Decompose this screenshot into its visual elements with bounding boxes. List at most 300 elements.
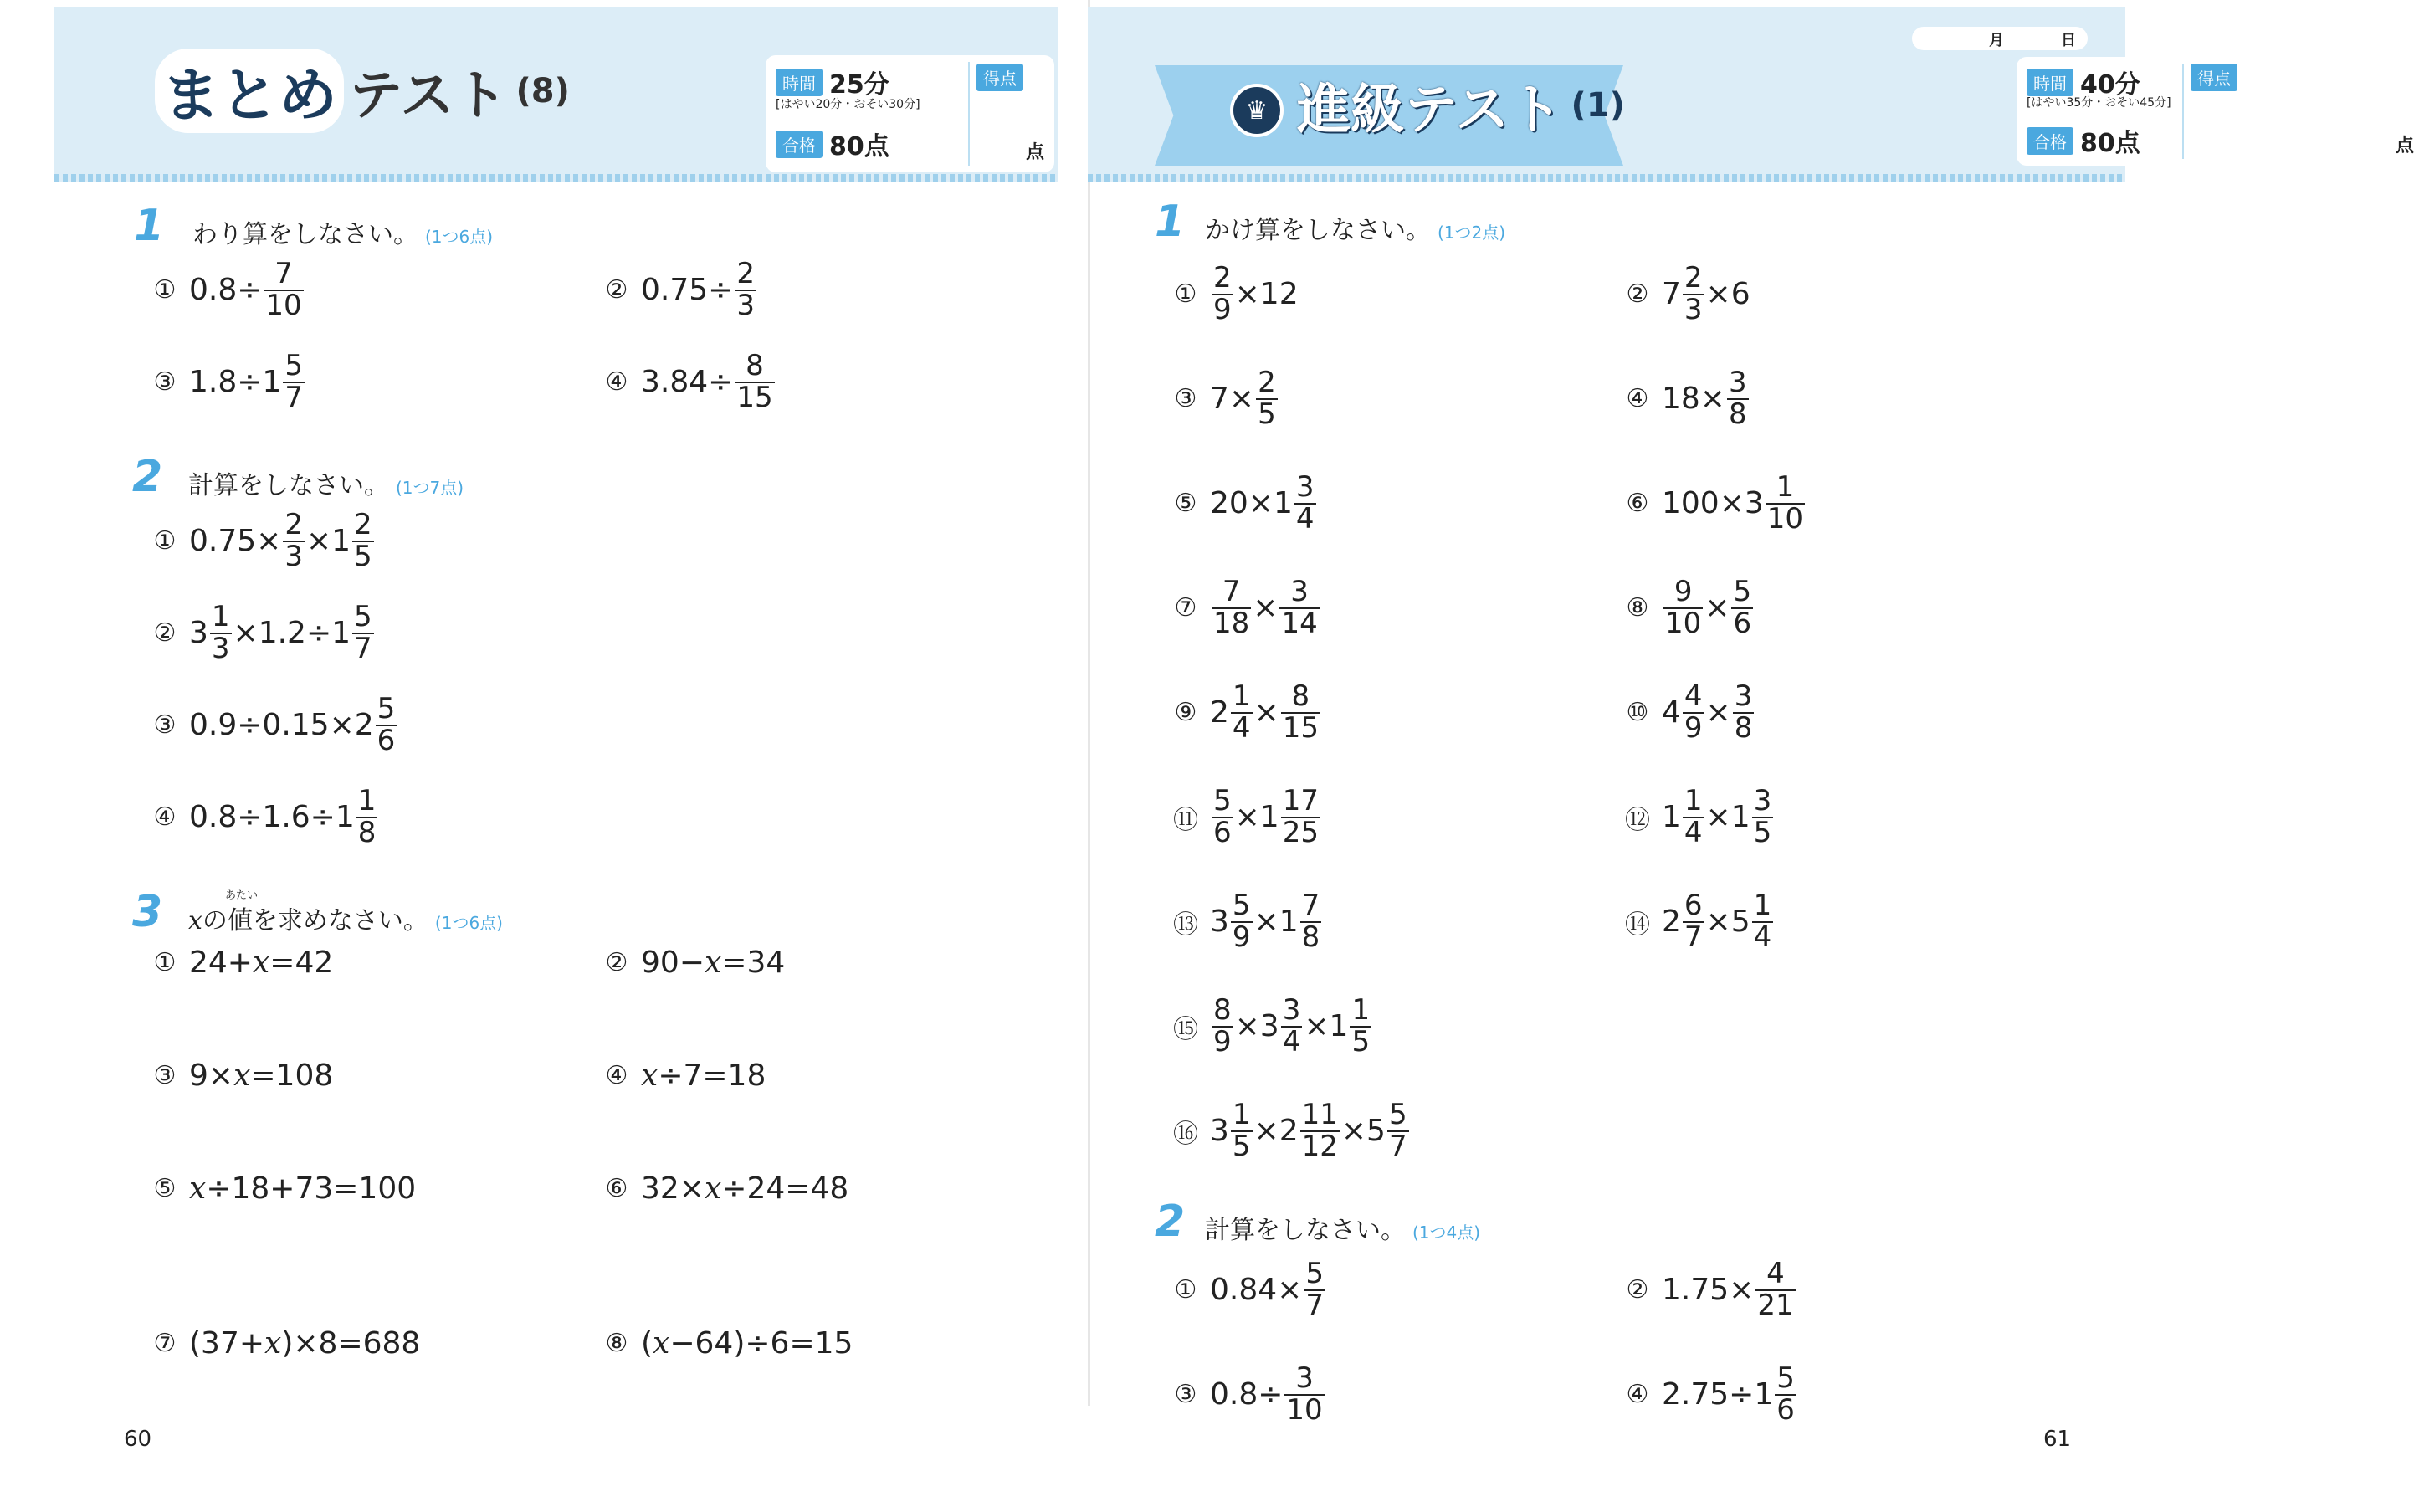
problem	[602, 946, 785, 980]
medal-icon: ♛	[1230, 84, 1284, 137]
problem	[1171, 368, 1279, 429]
denominator: 7	[354, 631, 372, 665]
expr-text: 2	[1210, 695, 1229, 730]
pass-row	[2027, 122, 2140, 159]
section-number: 2	[1155, 1197, 1186, 1247]
numerator: 2	[736, 257, 755, 290]
problem	[1623, 1361, 1798, 1427]
problem	[1623, 470, 1807, 536]
fraction	[1256, 368, 1278, 429]
page-number: 60	[124, 1427, 152, 1452]
problem-label: ②	[1626, 279, 1649, 310]
date-day: 日	[2061, 32, 2076, 49]
problem-label: ⑤	[153, 1174, 177, 1203]
problem	[1171, 1361, 1326, 1427]
expr-text: 1	[1662, 800, 1681, 835]
variable: x	[264, 1326, 282, 1361]
points-note: (1つ2点)	[1438, 223, 1506, 243]
problem-label: ⑥	[605, 1174, 628, 1203]
fraction	[1284, 1361, 1324, 1427]
expr-text: =42	[269, 946, 334, 980]
fraction	[1281, 993, 1303, 1058]
fraction	[1727, 368, 1749, 429]
numerator: 7	[274, 257, 293, 290]
problem	[1171, 784, 1322, 849]
expr-text: ×1	[305, 524, 351, 559]
problem	[1171, 1100, 1411, 1161]
problem-label: ⑯	[1173, 1119, 1198, 1149]
title-accent: まとめ	[155, 49, 344, 133]
points-note: (1つ4点)	[1412, 1222, 1481, 1243]
title-number: (8)	[515, 71, 570, 110]
problem-label: ②	[1626, 1275, 1649, 1305]
fraction	[1304, 1259, 1325, 1320]
numerator: 7	[1222, 575, 1241, 608]
expr-text: 1.75×	[1662, 1273, 1755, 1308]
header-border	[1088, 174, 2125, 182]
expr-text: ×	[1253, 591, 1279, 626]
numerator: 3	[1734, 679, 1753, 713]
instruction-text: の値を求めなさい。	[202, 906, 428, 935]
problem-label: ⑫	[1625, 805, 1650, 835]
problem	[151, 1058, 333, 1093]
header-border	[54, 174, 1058, 182]
numerator: 1	[1753, 889, 1772, 922]
problem	[1623, 368, 1750, 429]
numerator: 8	[1213, 993, 1232, 1027]
problem-label: ①	[153, 526, 177, 556]
right-score-box	[2017, 57, 2414, 166]
expr-text: 0.8÷	[189, 273, 263, 308]
denominator: 15	[1282, 710, 1319, 745]
fraction	[376, 694, 397, 756]
expr-text: 1.8÷1	[189, 365, 282, 400]
problem-label: ⑮	[1173, 1014, 1198, 1044]
problem	[602, 1171, 848, 1206]
expr-text: ×5	[1340, 1114, 1386, 1149]
fraction	[1212, 577, 1251, 638]
numerator: 2	[284, 508, 303, 541]
section-instruction	[188, 889, 503, 936]
problem-label: ⑧	[1626, 593, 1649, 623]
right-page	[1071, 0, 2414, 1512]
variable: x	[653, 1326, 670, 1361]
pass-value: 80点	[2080, 129, 2140, 158]
left-page	[0, 0, 1071, 1512]
fraction	[283, 510, 305, 571]
denominator: 4	[1295, 501, 1315, 536]
expr-text: (	[641, 1326, 653, 1361]
problem	[151, 784, 379, 849]
denominator: 8	[1728, 397, 1747, 431]
numerator: 6	[1684, 889, 1703, 922]
title-main: 進級テスト	[1297, 79, 1563, 141]
section-number: 1	[1155, 197, 1186, 247]
denominator: 10	[1766, 501, 1804, 536]
numerator: 4	[1684, 679, 1703, 713]
denominator: 7	[284, 380, 303, 414]
score-divider	[968, 62, 970, 166]
numerator: 8	[1291, 679, 1310, 713]
section-instruction	[192, 213, 493, 250]
score-tag-wrap	[976, 64, 1023, 91]
instruction-text: わり算をしなさい。	[192, 220, 418, 249]
problem-label: ①	[1174, 1275, 1197, 1305]
denominator: 10	[1665, 606, 1702, 640]
denominator: 7	[1305, 1288, 1324, 1322]
problem-label: ③	[153, 1061, 177, 1090]
problem	[151, 510, 376, 571]
fraction	[1663, 577, 1703, 638]
numerator: 5	[284, 349, 303, 382]
expr-text: ×1	[1705, 800, 1750, 835]
section-number: 3	[132, 887, 163, 937]
numerator: 1	[211, 600, 230, 633]
fraction	[1683, 679, 1704, 745]
expr-text: 20×1	[1210, 486, 1293, 521]
numerator: 5	[1388, 1098, 1407, 1131]
numerator: 8	[746, 349, 764, 382]
section-instruction	[1205, 209, 1505, 246]
pass-row	[776, 126, 889, 162]
numerator: 1	[1776, 470, 1795, 504]
score-tag: 得点	[976, 64, 1023, 91]
fraction	[1212, 993, 1233, 1058]
denominator: 10	[1286, 1392, 1323, 1427]
expr-text: 3	[1210, 1114, 1229, 1149]
denominator: 3	[1684, 292, 1703, 326]
problem	[1171, 577, 1321, 638]
denominator: 10	[265, 288, 302, 322]
fraction	[1281, 784, 1320, 849]
fraction	[1294, 470, 1316, 536]
expr-text: 2	[1662, 905, 1681, 940]
instruction-text: かけ算をしなさい。	[1205, 216, 1431, 245]
denominator: 5	[354, 539, 372, 573]
variable: x	[252, 946, 270, 980]
problem-label: ④	[153, 802, 177, 833]
expr-text: ÷24=48	[721, 1171, 849, 1206]
left-header	[54, 7, 1058, 174]
numerator: 5	[1776, 1361, 1795, 1395]
pass-value: 80点	[829, 132, 889, 161]
problem	[151, 946, 333, 980]
right-title	[1297, 67, 1625, 144]
title-main: テスト	[349, 64, 508, 127]
instruction-text: 計算をしなさい。	[188, 471, 389, 500]
problem-label: ⑬	[1173, 910, 1198, 940]
numerator: 5	[1305, 1257, 1324, 1290]
expr-text: 0.84×	[1210, 1273, 1303, 1308]
fraction	[352, 602, 374, 664]
fraction	[1766, 470, 1805, 536]
fraction	[1755, 1259, 1795, 1320]
problem-label: ③	[153, 710, 177, 741]
fraction	[1212, 784, 1233, 849]
fraction	[264, 259, 303, 320]
denominator: 9	[1213, 292, 1232, 326]
denominator: 6	[1213, 815, 1232, 849]
right-header	[1088, 7, 2414, 174]
expr-text: 2.75÷1	[1662, 1377, 1774, 1412]
expr-text: ×3	[1234, 1009, 1279, 1044]
time-value: 40分	[2080, 70, 2140, 100]
variable: x	[641, 1058, 659, 1093]
fraction	[1731, 577, 1753, 638]
denominator: 15	[736, 380, 773, 414]
problem-label: ②	[153, 618, 177, 648]
numerator: 1	[1232, 1098, 1251, 1131]
fraction	[210, 602, 232, 664]
problem	[1623, 891, 1775, 952]
section-number: 1	[134, 201, 165, 251]
problem-label: ②	[605, 275, 628, 305]
denominator: 4	[1753, 920, 1772, 954]
numerator: 3	[1295, 470, 1315, 504]
problem-label: ④	[605, 367, 628, 397]
left-title	[155, 49, 570, 133]
numerator: 5	[1232, 889, 1251, 922]
variable: x	[704, 946, 722, 980]
denominator: 18	[1213, 606, 1250, 640]
expr-text: ÷18+73=100	[206, 1171, 417, 1206]
numerator: 7	[1301, 889, 1320, 922]
problem	[151, 602, 376, 664]
pass-tag: 合格	[776, 131, 823, 158]
instruction-text: 計算をしなさい。	[1205, 1216, 1406, 1245]
variable: x	[189, 1171, 207, 1206]
problem	[151, 1171, 416, 1206]
expr-text: 0.9÷0.15×2	[189, 708, 374, 743]
numerator: 3	[1290, 575, 1309, 608]
numerator: 11	[1301, 1098, 1338, 1131]
fraction	[1683, 891, 1704, 952]
section-instruction	[188, 464, 464, 501]
fraction	[1350, 993, 1371, 1058]
expr-text: 0.75×	[189, 524, 282, 559]
expr-text: )×8=688	[281, 1326, 421, 1361]
problem-label: ⑦	[153, 1329, 177, 1358]
problem-label: ④	[605, 1061, 628, 1090]
fraction	[735, 351, 774, 413]
fraction	[735, 259, 756, 320]
points-note: (1つ6点)	[425, 227, 494, 247]
problem	[1623, 1259, 1797, 1320]
numerator: 3	[1295, 1361, 1314, 1395]
expr-text: =108	[250, 1058, 334, 1093]
problem	[1623, 577, 1755, 638]
denominator: 14	[1281, 606, 1318, 640]
problem-label: ④	[1626, 1380, 1649, 1410]
score-unit: 点	[2395, 136, 2414, 156]
denominator: 9	[1684, 710, 1703, 745]
score-tag-wrap	[2191, 64, 2237, 91]
expr-text: (37+	[189, 1326, 265, 1361]
denominator: 6	[1733, 606, 1752, 640]
denominator: 9	[1232, 920, 1251, 954]
page-number: 61	[2043, 1427, 2072, 1452]
denominator: 7	[1684, 920, 1703, 954]
time-note: [はやい20分・おそい30分]	[776, 98, 920, 111]
problem-label: ⑤	[1174, 489, 1197, 519]
fraction	[1387, 1100, 1409, 1161]
numerator: 4	[1766, 1257, 1785, 1290]
denominator: 6	[377, 723, 396, 757]
problem	[1171, 993, 1373, 1058]
problem	[602, 1058, 766, 1093]
denominator: 4	[1282, 1024, 1301, 1058]
fraction	[1281, 679, 1320, 745]
numerator: 9	[1673, 575, 1693, 608]
problem-label: ②	[605, 948, 628, 977]
numerator: 1	[1232, 679, 1251, 713]
expr-text: 7×	[1210, 382, 1255, 417]
fraction	[283, 351, 305, 413]
score-divider	[2182, 64, 2184, 159]
fraction	[1231, 679, 1253, 745]
problem	[151, 351, 306, 413]
denominator: 12	[1301, 1129, 1338, 1163]
section-instruction	[1205, 1209, 1480, 1246]
problem-label: ⑨	[1174, 698, 1197, 728]
expr-text: 0.8÷	[1210, 1377, 1284, 1412]
expr-text: ×2	[1253, 1114, 1299, 1149]
problem-label: ③	[1174, 1380, 1197, 1410]
denominator: 7	[1388, 1129, 1407, 1163]
denominator: 8	[1301, 920, 1320, 954]
problem	[602, 351, 776, 413]
date-box	[1912, 27, 2088, 50]
score-tag: 得点	[2191, 64, 2237, 91]
problem	[151, 694, 398, 756]
problem	[1171, 261, 1299, 326]
denominator: 8	[357, 815, 377, 849]
points-note: (1つ6点)	[434, 913, 503, 933]
problem	[1171, 891, 1323, 952]
problem-label: ⑪	[1173, 805, 1198, 835]
denominator: 6	[1776, 1392, 1795, 1427]
variable: x	[704, 1171, 722, 1206]
problem	[602, 259, 758, 320]
fraction	[1775, 1361, 1796, 1427]
denominator: 3	[736, 288, 755, 322]
problem	[151, 1326, 420, 1361]
denominator: 5	[1753, 815, 1772, 849]
denominator: 3	[284, 539, 303, 573]
problem	[1623, 679, 1755, 745]
expr-text: 18×	[1662, 382, 1725, 417]
expr-text: ×1.2÷1	[233, 616, 351, 651]
expr-text: =34	[721, 946, 786, 980]
expr-text: 100×3	[1662, 486, 1764, 521]
numerator: 2	[354, 508, 372, 541]
expr-text: ×6	[1705, 277, 1750, 312]
problem-label: ⑥	[1626, 489, 1649, 519]
denominator: 3	[211, 631, 230, 665]
expr-text: −64)÷6=15	[669, 1326, 853, 1361]
variable: x	[188, 906, 202, 935]
problem-label: ③	[1174, 384, 1197, 414]
fraction	[352, 510, 374, 571]
numerator: 1	[357, 784, 377, 818]
problem	[602, 1326, 853, 1361]
numerator: 2	[1258, 366, 1276, 399]
date-month: 月	[1989, 32, 2004, 49]
fraction	[1733, 679, 1755, 745]
problem	[1171, 1259, 1327, 1320]
problem	[1623, 261, 1750, 326]
expr-text: 3	[1210, 905, 1229, 940]
numerator: 1	[1351, 993, 1371, 1027]
fraction	[356, 784, 378, 849]
numerator: 2	[1684, 261, 1703, 295]
denominator: 8	[1734, 710, 1753, 745]
expr-text: ÷7=18	[658, 1058, 766, 1093]
numerator: 1	[1684, 784, 1703, 818]
denominator: 5	[1351, 1024, 1371, 1058]
fraction	[1300, 1100, 1340, 1161]
section-number: 2	[132, 452, 163, 502]
numerator: 5	[377, 692, 396, 725]
expr-text: 24+	[189, 946, 253, 980]
problem-label: ③	[153, 367, 177, 397]
fraction	[1300, 891, 1322, 952]
problem	[1623, 784, 1775, 849]
expr-text: 0.75÷	[641, 273, 734, 308]
numerator: 5	[354, 600, 372, 633]
fraction	[1279, 577, 1319, 638]
expr-text: 9×	[189, 1058, 234, 1093]
problem-label: ①	[1174, 279, 1197, 310]
problem-label: ⑩	[1626, 698, 1649, 728]
expr-text: 0.8÷1.6÷1	[189, 800, 355, 835]
numerator: 3	[1753, 784, 1772, 818]
numerator: 5	[1733, 575, 1752, 608]
time-tag: 時間	[2027, 69, 2073, 96]
fraction	[1212, 261, 1233, 326]
problem	[1171, 470, 1318, 536]
problem-label: ⑦	[1174, 593, 1197, 623]
left-score-box	[766, 55, 1054, 172]
expr-text: 3	[189, 616, 208, 651]
expr-text: 32×	[641, 1171, 705, 1206]
problem-label: ⑧	[605, 1329, 628, 1358]
fraction	[1231, 891, 1253, 952]
expr-text: ×1	[1234, 800, 1279, 835]
numerator: 17	[1282, 784, 1319, 818]
score-unit: 点	[1025, 142, 1044, 163]
expr-text: ×12	[1234, 277, 1299, 312]
fraction	[1231, 1100, 1253, 1161]
fraction	[1683, 784, 1704, 849]
problem	[1171, 679, 1322, 745]
denominator: 9	[1213, 1024, 1232, 1058]
problem-label: ①	[153, 948, 177, 977]
numerator: 3	[1282, 993, 1301, 1027]
expr-text: ×	[1704, 591, 1730, 626]
problem	[151, 259, 305, 320]
time-tag: 時間	[776, 69, 823, 96]
fraction	[1683, 261, 1704, 326]
fraction	[1752, 784, 1774, 849]
denominator: 5	[1258, 397, 1276, 431]
denominator: 4	[1232, 710, 1251, 745]
expr-text: 7	[1662, 277, 1681, 312]
expr-text: ×5	[1705, 905, 1750, 940]
fraction	[1752, 891, 1774, 952]
problem-label: ①	[153, 275, 177, 305]
expr-text: ×1	[1304, 1009, 1349, 1044]
